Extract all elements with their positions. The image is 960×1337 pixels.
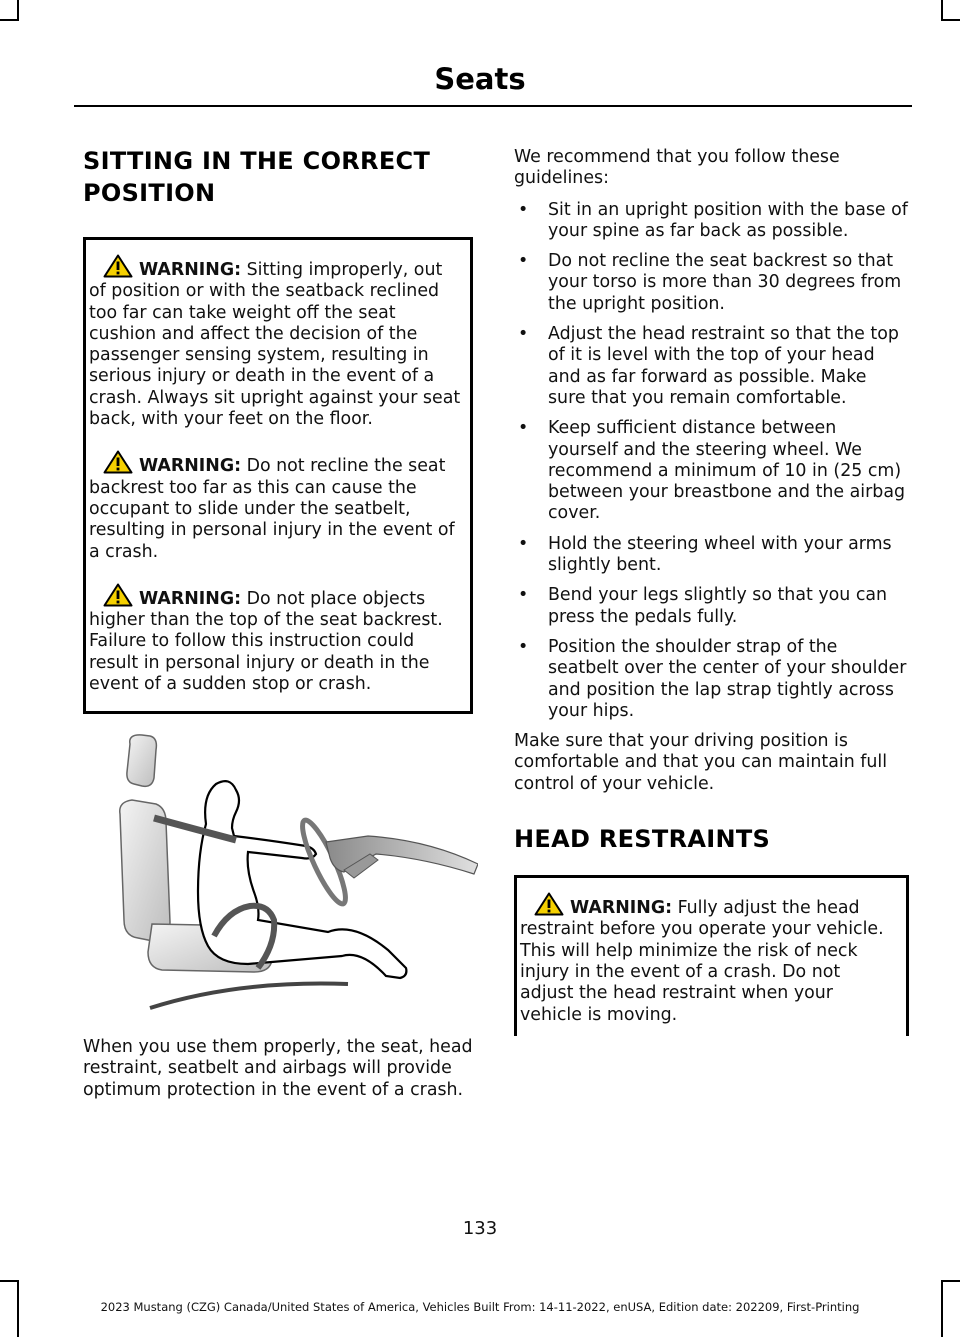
warning-paragraph — [520, 892, 898, 1026]
section-heading: HEAD RESTRAINTS — [514, 825, 771, 854]
guidelines-list — [514, 200, 909, 723]
bullet: • — [518, 418, 529, 439]
crop-mark — [941, 19, 960, 21]
warning-text: Do not place objects higher than the top of the seat backrest. Failure to follow this instruction could result in personal injury or death in the event of a sudden stop or crash. — [89, 588, 443, 695]
footer-edition-info: 2023 Mustang (CZG) Canada/United States of America, Vehicles Built From: 14-11-2022, enUSA, Edition date: 202209, First-Printing — [100, 1300, 860, 1314]
right-column — [514, 147, 909, 1036]
list-item — [514, 251, 909, 315]
list-item-text: Keep sufficient distance between yourself and the steering wheel. We recommend a minimum of 10 in (25 cm) between your breastbone and the airbag cover. — [548, 418, 906, 524]
bullet: • — [518, 324, 529, 345]
warning-triangle-icon — [89, 254, 139, 278]
warning-triangle-icon — [520, 892, 570, 916]
list-item — [514, 418, 909, 524]
bullet: • — [518, 585, 529, 606]
warning-label: WARNING: — [139, 588, 242, 609]
warning-paragraph — [89, 254, 462, 430]
list-item — [514, 200, 909, 243]
page-number: 133 — [462, 1218, 498, 1239]
header-rule — [74, 105, 912, 107]
list-item — [514, 585, 909, 628]
warning-triangle-icon — [89, 450, 139, 474]
list-item-text: Do not recline the seat backrest so that your torso is more than 30 degrees from the upright position. — [548, 251, 902, 314]
warning-label: WARNING: — [139, 260, 242, 280]
caption-block — [83, 1037, 473, 1101]
bullet: • — [518, 199, 529, 220]
list-item — [514, 637, 909, 722]
crop-mark — [941, 0, 943, 20]
list-item — [514, 534, 909, 577]
closing-paragraph: Make sure that your driving position is comfortable and that you can maintain full control of your vehicle. — [514, 731, 888, 794]
list-item — [514, 324, 909, 409]
warning-label: WARNING: — [570, 898, 673, 919]
crop-mark — [17, 0, 19, 20]
crop-mark — [0, 1280, 19, 1282]
warning-label: WARNING: — [139, 456, 242, 477]
list-item-text: Hold the steering wheel with your arms slightly bent. — [548, 533, 892, 576]
warning-triangle-icon — [89, 583, 139, 607]
list-item-text: Sit in an upright position with the base of your spine as far back as possible. — [548, 199, 908, 241]
warning-paragraph — [89, 450, 462, 562]
section-heading — [83, 145, 473, 209]
section-heading-line2: POSITION — [83, 179, 216, 207]
list-item-text: Adjust the head restraint so that the top of it is level with the top of your head and as far forward as possible. Make sure that you remain comfortable. — [548, 324, 899, 408]
seating-position-illustration — [118, 732, 478, 1010]
guidelines-intro: We recommend that you follow these guidelines: — [514, 147, 840, 189]
warning-box — [514, 875, 909, 1036]
warning-box — [83, 237, 473, 714]
section-heading-line1: SITTING IN THE CORRECT — [83, 147, 431, 175]
warning-paragraph — [89, 583, 462, 695]
warning-text: Sitting improperly, out of position or with the seatback reclined too far can take weight off the seat cushion and affect the decision of the passenger sensing system, resulting in serious injury or death in the event of a crash. Always sit upright against your seat back, with your feet on the floor. — [89, 260, 461, 430]
crop-mark — [941, 1280, 960, 1282]
bullet: • — [518, 636, 529, 657]
figure-caption: When you use them properly, the seat, head restraint, seatbelt and airbags will provide optimum protection in the event of a crash. — [83, 1037, 473, 1100]
list-item-text: Bend your legs slightly so that you can press the pedals fully. — [548, 585, 888, 627]
warning-text: Fully adjust the head restraint before you operate your vehicle. This will help minimize the risk of neck injury in the event of a crash. Do not adjust the head restraint when your vehicle is moving. — [520, 898, 884, 1025]
bullet: • — [518, 533, 529, 554]
page-header-title: Seats — [434, 62, 526, 96]
crop-mark — [0, 19, 19, 21]
warning-text: Do not recline the seat backrest too far as this can cause the occupant to slide under the seatbelt, resulting in personal injury in the event of a crash. — [89, 456, 455, 562]
list-item-text: Position the shoulder strap of the seatbelt over the center of your shoulder and position the lap strap tightly across your hips. — [548, 636, 907, 721]
left-column — [83, 145, 473, 714]
bullet: • — [518, 251, 529, 272]
